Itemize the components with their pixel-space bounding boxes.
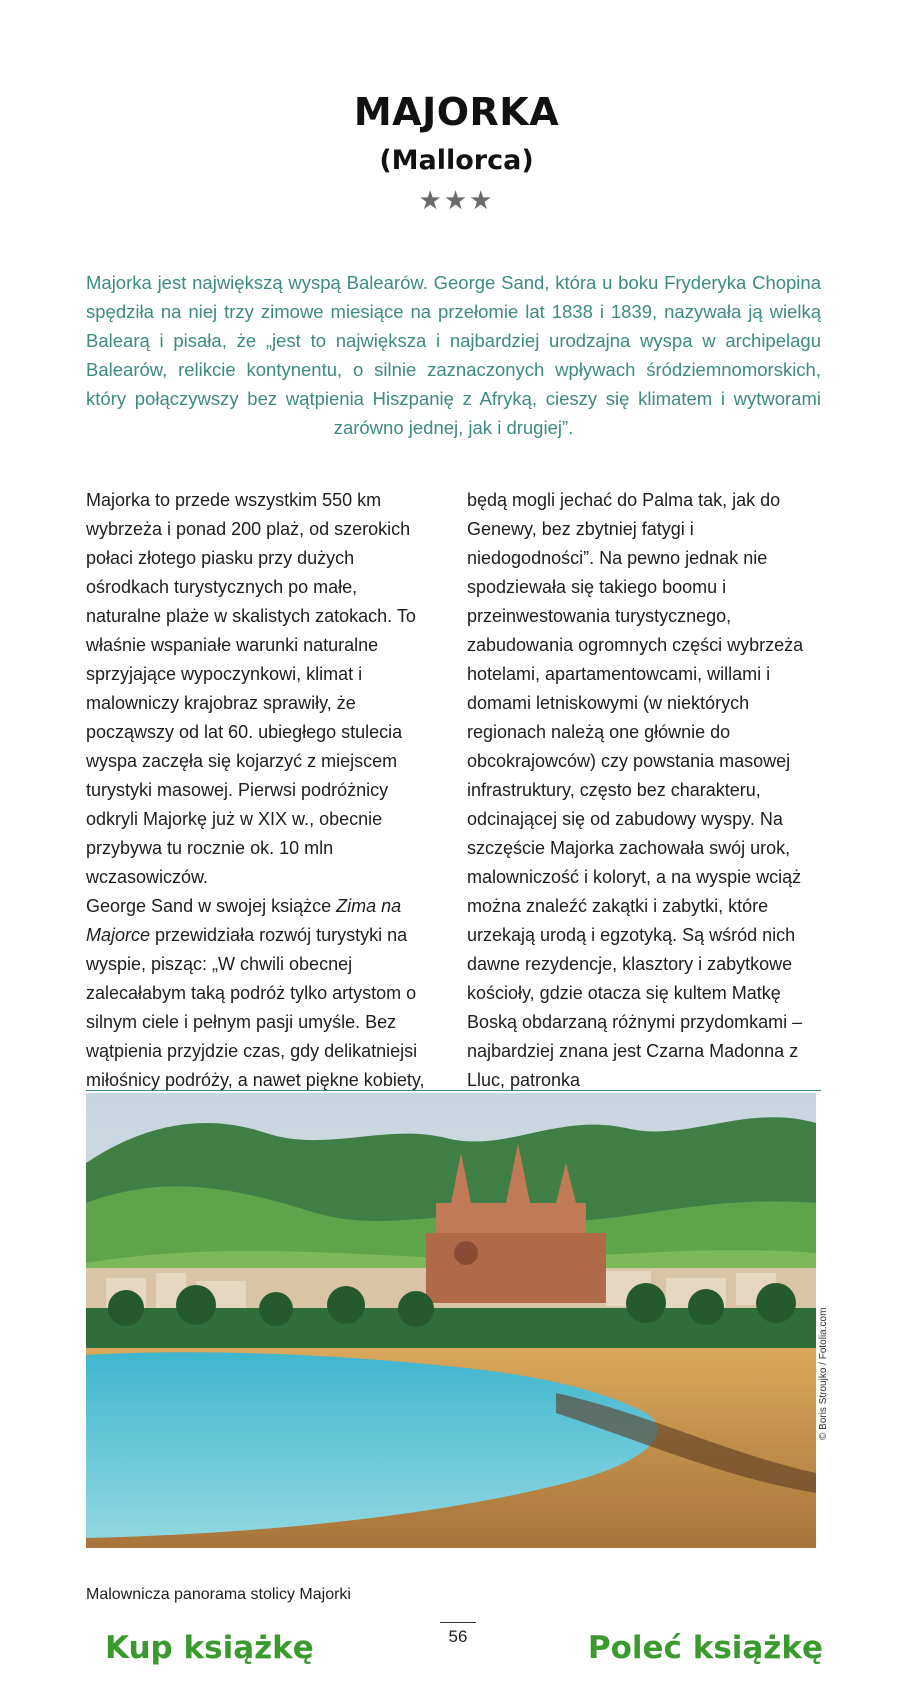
body-text: George Sand w swojej książce bbox=[86, 896, 337, 916]
palma-panorama-photo bbox=[86, 1093, 816, 1548]
buy-book-button[interactable]: Kup książkę bbox=[105, 1630, 314, 1666]
page-subtitle: (Mallorca) bbox=[379, 145, 534, 176]
book-title: Zima na Majorce bbox=[86, 896, 402, 945]
body-column-right bbox=[467, 486, 812, 1095]
body-paragraph: będą mogli jechać do Palma tak, jak do Genewy, bez zbytniej fatygi i niedogodności”. Na pewno jednak nie spodziewała się takiego boomu i przeinwestowania turystycznego, zabudowania ogromnych części wybrzeża hotelami, apartamentowcami, willami i domami letniskowymi (w niektórych regionach należą one głównie do obcokrajowców) czy powstania masowej infrastruktury, często bez charakteru, odcinającej się od zabudowy wyspy. Na szczęście Majorka zachowała swój urok, malowniczość i koloryt, a na wyspie wciąż można znaleźć zakątki i zabytki, które urzekają urodą i egzotyką. Są wśród nich dawne rezydencje, klasztory i zabytkowe kościoły, gdzie otacza się kultem Matkę Boską obdarzaną różnymi przydomkami – najbardziej znana jest Czarna Madonna z Lluc, patronka bbox=[467, 490, 804, 1090]
body-paragraph: Majorka to przede wszystkim 550 km wybrzeża i ponad 200 plaż, od szerokich połaci złotego piasku przy dużych ośrodkach turystycznych po małe, naturalne plaże w skalistych zatokach. To właśnie wspaniałe warunki naturalne sprzyjające wypoczynkowi, klimat i malowniczy krajobraz sprawiły, że począwszy od lat 60. ubiegłego stulecia wyspa zaczęła się kojarzyć z miejscem turystyki masowej. Pierwsi podróżnicy odkryli Majorkę już w XIX w., obecnie przybywa tu rocznie ok. 10 mln wczasowiczów. bbox=[86, 490, 416, 887]
body-column-left bbox=[86, 486, 431, 1095]
page-title: MAJORKA bbox=[353, 90, 560, 134]
rating-stars: ★★★ bbox=[418, 185, 495, 215]
page-number: 56 bbox=[440, 1622, 476, 1647]
photo-credit: © Boris Stroujko / Fotolia.com bbox=[818, 1307, 829, 1440]
divider bbox=[86, 1090, 821, 1091]
lead-paragraph bbox=[86, 268, 821, 442]
body-paragraph bbox=[86, 892, 431, 1095]
lead-text: Majorka jest największą wyspą Balearów. George Sand, która u boku Fryderyka Chopina spędziła na niej trzy zimowe miesiące na przełomie lat 1838 i 1839, nazywała ją wielką Balearą i pisała, że „jest to największa i najbardziej urodzajna wyspa w archipelagu Balearów, relikcie kontynentu, o silnie zaznaczonych wpływach śródziemnomorskich, który połączywszy bez wątpienia Hiszpanię z Afryką, cieszy się klimatem i wytworami zarówno jednej, jak i drugiej”. bbox=[86, 272, 821, 438]
panorama-illustration bbox=[86, 1093, 816, 1548]
recommend-book-button[interactable]: Poleć książkę bbox=[587, 1630, 823, 1666]
photo-caption: Malownicza panorama stolicy Majorki bbox=[86, 1586, 351, 1603]
body-text: przewidziała rozwój turystyki na wyspie, pisząc: „W chwili obecnej zalecałabym taką podróż tylko artystom o silnym ciele i pełnym pasji umyśle. Bez wątpienia przyjdzie czas, gdy delikatniejsi miłośnicy podróży, a nawet piękne kobiety, bbox=[86, 925, 425, 1090]
